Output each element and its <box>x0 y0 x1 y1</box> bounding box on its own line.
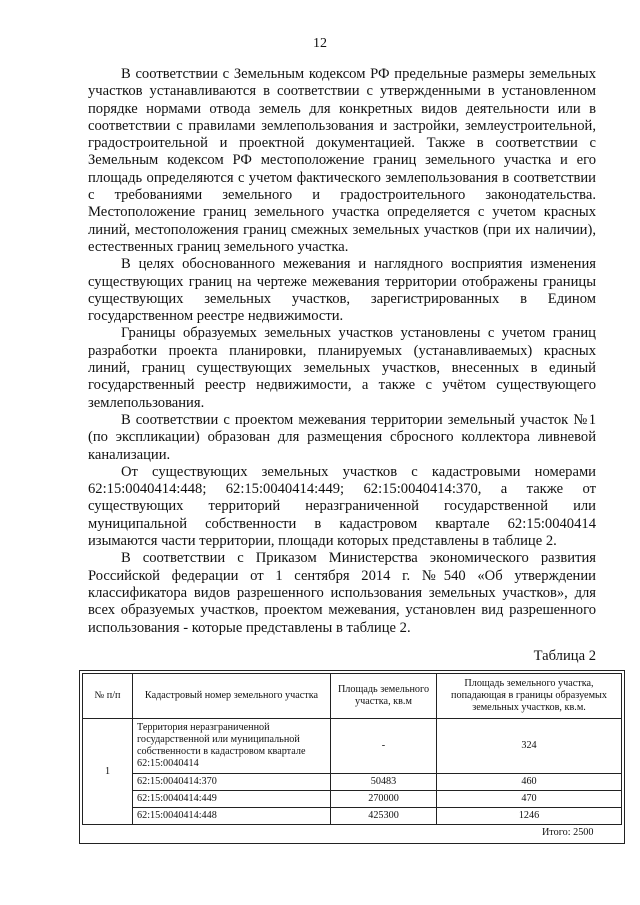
overlap-cell: 324 <box>437 719 622 774</box>
area-cell: - <box>331 719 437 774</box>
area-cell: 270000 <box>331 791 437 808</box>
total-value: Итого: 2500 <box>83 825 622 842</box>
table-row <box>83 719 622 774</box>
cadastral-cell: Территория неразграниченной государственной или муниципальной собственности в кадастровом квартале 62:15:0040414 <box>133 719 331 774</box>
row-number: 1 <box>83 719 133 825</box>
total-row <box>83 825 622 842</box>
table-caption: Таблица 2 <box>533 648 596 664</box>
paragraph: В соответствии с Приказом Министерства экономического развития Российской федерации от 1 сентября 2014 г. №540 «Об утверждении классификатора видов разрешенного использования земельных участков», для всех образуемых участков, проектом межевания, установлен вид разрешенного использования - которые представлены в таблице 2. <box>88 550 596 636</box>
header-cadastral: Кадастровый номер земельного участка <box>133 674 331 719</box>
overlap-cell: 470 <box>437 791 622 808</box>
body-text <box>88 66 596 637</box>
header-overlap-area: Площадь земельного участка, попадающая в границы образуемых земельных участков, кв.м. <box>437 674 622 719</box>
cadastral-cell: 62:15:0040414:448 <box>133 808 331 825</box>
area-cell: 425300 <box>331 808 437 825</box>
header-area: Площадь земельного участка, кв.м <box>331 674 437 719</box>
table-row <box>83 808 622 825</box>
paragraph: В соответствии с проектом межевания территории земельный участок №1 (по экспликации) образован для размещения сбросного коллектора ливневой канализации. <box>88 411 596 463</box>
paragraph: От существующих земельных участков с кадастровыми номерами 62:15:0040414:448; 62:15:0040414:449; 62:15:0040414:370, а также от существующих территорий неразграниченной государственной или муниципальной собственности в кадастровом квартале 62:15:0040414 изымаются части территории, площади которых представлены в таблице 2. <box>88 463 596 550</box>
table-row <box>83 791 622 808</box>
overlap-cell: 1246 <box>437 808 622 825</box>
paragraph: В целях обоснованного межевания и наглядного восприятия изменения существующих границ на чертеже межевания территории отображены границы существующих земельных участков, зарегистрированных в Едином государственном реестре недвижимости. <box>88 256 596 325</box>
overlap-cell: 460 <box>437 774 622 791</box>
page-number: 12 <box>313 36 327 51</box>
cadastral-cell: 62:15:0040414:449 <box>133 791 331 808</box>
paragraph: В соответствии с Земельным кодексом РФ предельные размеры земельных участков устанавливаются в соответствии с утвержденными в установленном порядке нормами отвода земель для конкретных видов деятельности или в соответствии с правилами землепользования и застройки, землеустроительной, градостроительной и проектной документацией. Также в соответствии с Земельным кодексом РФ местоположение границ земельного участка и его площадь определяются с учетом фактического землепользования в соответствии с требованиями земельного и градостроительного законодательства. Местоположение границ земельного участка определяется с учетом красных линий, местоположения границ смежных земельных участков (при их наличии), естественных границ земельного участка. <box>88 66 596 255</box>
table-row <box>83 774 622 791</box>
area-cell: 50483 <box>331 774 437 791</box>
table-frame <box>79 670 625 844</box>
data-table <box>82 673 622 841</box>
header-number: № п/п <box>83 674 133 719</box>
cadastral-cell: 62:15:0040414:370 <box>133 774 331 791</box>
table-header-row <box>83 674 622 719</box>
paragraph: Границы образуемых земельных участков установлены с учетом границ разработки проекта планировки, планируемых (устанавливаемых) красных линий, границ существующих земельных участков, внесенных в единый государственный реестр недвижимости, а также с учётом существующего землепользования. <box>88 325 596 411</box>
